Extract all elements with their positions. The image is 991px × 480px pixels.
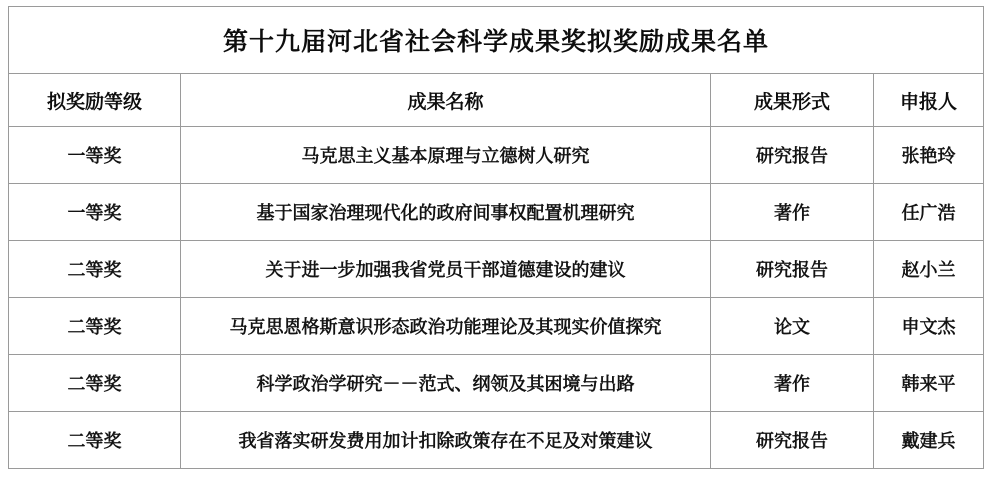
cell-form: 著作 — [711, 184, 874, 241]
table-row — [9, 241, 984, 298]
award-list-table — [8, 6, 984, 469]
cell-person: 赵小兰 — [874, 241, 984, 298]
cell-level: 二等奖 — [9, 241, 181, 298]
page-title: 第十九届河北省社会科学成果奖拟奖励成果名单 — [9, 7, 984, 74]
cell-form: 研究报告 — [711, 241, 874, 298]
cell-form: 研究报告 — [711, 412, 874, 469]
cell-form: 论文 — [711, 298, 874, 355]
table-row — [9, 127, 984, 184]
cell-level: 二等奖 — [9, 298, 181, 355]
cell-name: 基于国家治理现代化的政府间事权配置机理研究 — [181, 184, 711, 241]
cell-level: 二等奖 — [9, 355, 181, 412]
table-title-row — [9, 7, 984, 74]
cell-level: 二等奖 — [9, 412, 181, 469]
table-row — [9, 298, 984, 355]
cell-name: 马克思主义基本原理与立德树人研究 — [181, 127, 711, 184]
column-header-level: 拟奖励等级 — [9, 74, 181, 127]
cell-name: 关于进一步加强我省党员干部道德建设的建议 — [181, 241, 711, 298]
cell-name: 我省落实研发费用加计扣除政策存在不足及对策建议 — [181, 412, 711, 469]
table-row — [9, 412, 984, 469]
cell-person: 戴建兵 — [874, 412, 984, 469]
cell-name: 马克思恩格斯意识形态政治功能理论及其现实价值探究 — [181, 298, 711, 355]
cell-person: 任广浩 — [874, 184, 984, 241]
cell-name: 科学政治学研究－－范式、纲领及其困境与出路 — [181, 355, 711, 412]
table-row — [9, 184, 984, 241]
column-header-form: 成果形式 — [711, 74, 874, 127]
cell-person: 韩来平 — [874, 355, 984, 412]
column-header-name: 成果名称 — [181, 74, 711, 127]
cell-person: 申文杰 — [874, 298, 984, 355]
cell-form: 研究报告 — [711, 127, 874, 184]
table-header-row — [9, 74, 984, 127]
cell-form: 著作 — [711, 355, 874, 412]
cell-level: 一等奖 — [9, 184, 181, 241]
column-header-person: 申报人 — [874, 74, 984, 127]
cell-person: 张艳玲 — [874, 127, 984, 184]
table-row — [9, 355, 984, 412]
cell-level: 一等奖 — [9, 127, 181, 184]
